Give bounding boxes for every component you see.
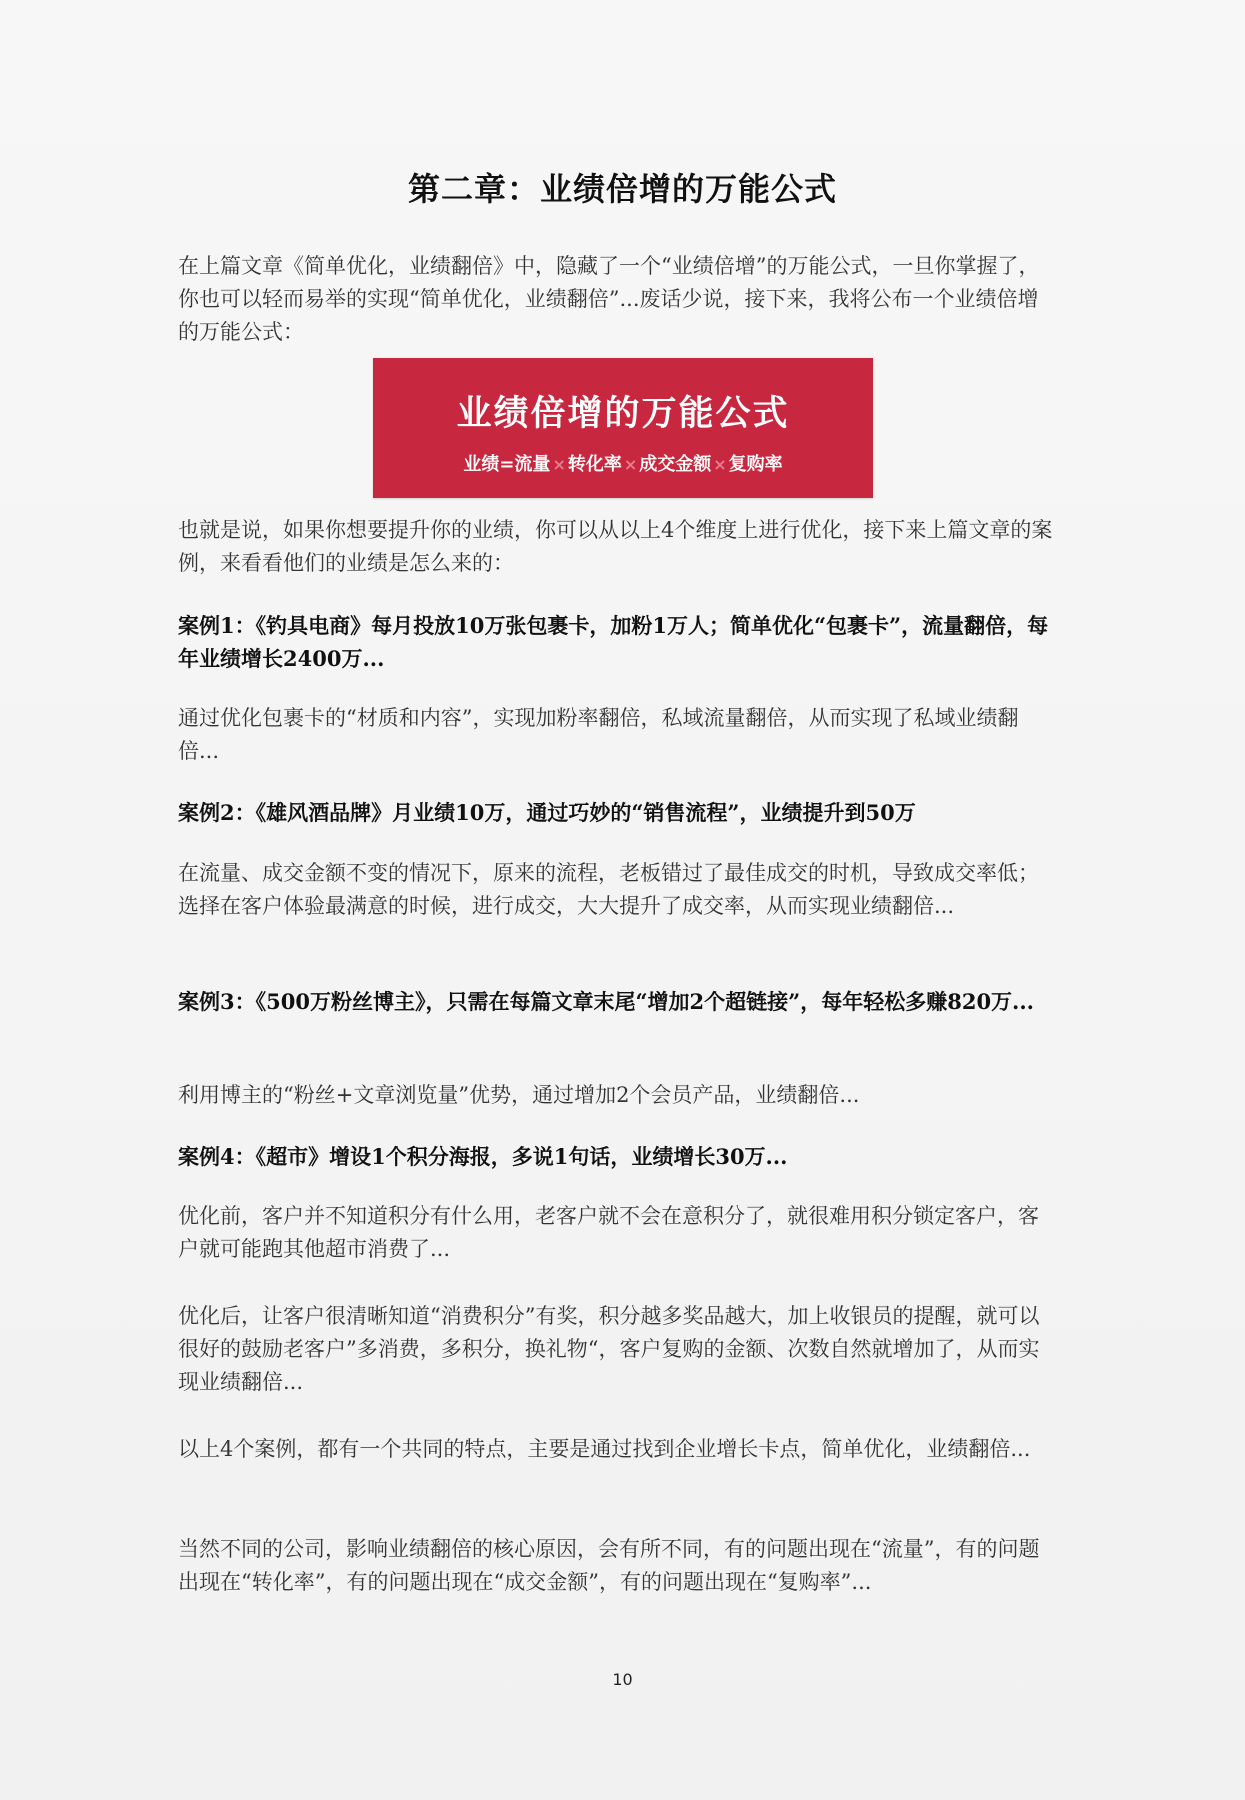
formula-banner — [373, 358, 873, 498]
case-1-heading: 案例1：《钓具电商》每月投放10万张包裹卡，加粉1万人；简单优化“包裹卡”，流量翻倍，每年业绩增长2400万... — [178, 613, 1049, 671]
formula-start: 业绩=流量 — [463, 454, 551, 475]
case-3-body: 利用博主的“粉丝+文章浏览量”优势，通过增加2个会员产品，业绩翻倍... — [178, 1083, 860, 1107]
multiply-icon: × — [552, 455, 566, 474]
banner-formula — [373, 450, 873, 476]
page-number: 10 — [612, 1670, 633, 1689]
chapter-title: 第二章：业绩倍增的万能公式 — [407, 170, 837, 208]
case-4-heading: 案例4：《超市》增设1个积分海报，多说1句话，业绩增长30万... — [178, 1144, 788, 1169]
banner-title: 业绩倍增的万能公式 — [456, 394, 790, 434]
case-4-body: 优化前，客户并不知道积分有什么用，老客户就不会在意积分了，就很难用积分锁定客户，客户就可能跑其他超市消费了... — [178, 1204, 1039, 1261]
formula-factor-3: 成交金额 — [639, 454, 712, 475]
case-3-heading: 案例3：《500万粉丝博主》，只需在每篇文章末尾“增加2个超链接”，每年轻松多赚820万... — [178, 989, 1034, 1014]
case-2-heading: 案例2：《雄风酒品牌》月业绩10万，通过巧妙的“销售流程”，业绩提升到50万 — [178, 800, 916, 825]
intro-paragraph: 在上篇文章《简单优化，业绩翻倍》中，隐藏了一个“业绩倍增”的万能公式，一旦你掌握了，你也可以轻而易举的实现“简单优化，业绩翻倍”...废话少说，接下来，我将公布一个业绩倍增的万能公式： — [178, 254, 1040, 344]
conclusion-paragraph: 当然不同的公司，影响业绩翻倍的核心原因，会有所不同，有的问题出现在“流量”，有的问题出现在“转化率”，有的问题出现在“成交金额”，有的问题出现在“复购率”... — [178, 1537, 1040, 1594]
case-4-after-paragraph: 优化后，让客户很清晰知道“消费积分”有奖，积分越多奖品越大，加上收银员的提醒，就可以很好的鼓励老客户”多消费，多积分，换礼物“，客户复购的金额、次数自然就增加了，从而实现业绩翻倍... — [178, 1304, 1040, 1394]
summary-paragraph: 以上4个案例，都有一个共同的特点，主要是通过找到企业增长卡点，简单优化，业绩翻倍... — [178, 1437, 1031, 1461]
case-2-body: 在流量、成交金额不变的情况下，原来的流程，老板错过了最佳成交的时机，导致成交率低；选择在客户体验最满意的时候，进行成交，大大提升了成交率，从而实现业绩翻倍... — [178, 861, 1039, 918]
case-1-body: 通过优化包裹卡的“材质和内容”，实现加粉率翻倍，私域流量翻倍，从而实现了私域业绩翻倍... — [178, 706, 1019, 763]
multiply-icon: × — [623, 455, 638, 474]
formula-factor-2: 转化率 — [567, 454, 622, 475]
multiply-icon: × — [713, 455, 727, 474]
formula-factor-4: 复购率 — [728, 454, 783, 475]
after-banner-paragraph: 也就是说，如果你想要提升你的业绩，你可以从以上4个维度上进行优化，接下来上篇文章的案例，来看看他们的业绩是怎么来的： — [178, 518, 1053, 575]
